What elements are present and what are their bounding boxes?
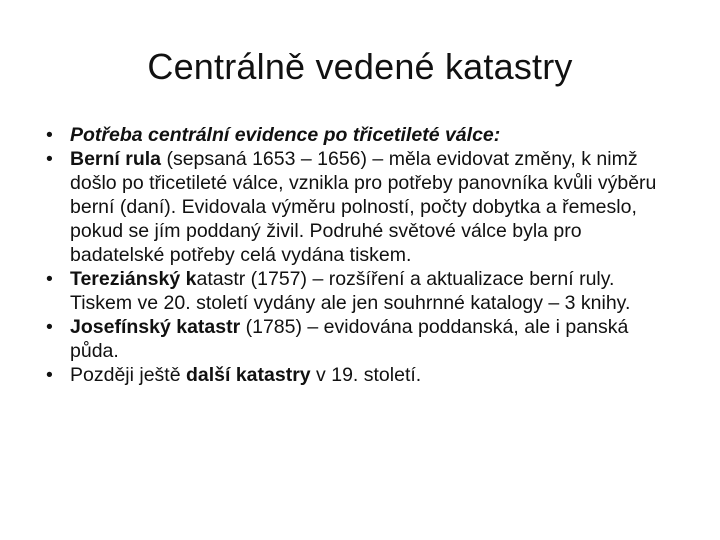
bullet-item-2 (46, 147, 666, 267)
bullet-item-4 (46, 315, 666, 363)
bullet-2-bold-term: Berní rula (70, 148, 162, 170)
bullet-item-5 (46, 363, 666, 387)
bullet-item-1 (46, 123, 666, 147)
bullet-5-bold-term: další katastry (185, 364, 311, 386)
bullet-3-bold-term: Tereziánský k (70, 268, 197, 290)
bullet-5-prefix: Později ještě (70, 364, 186, 386)
bullet-1-heading: Potřeba centrální evidence po třicetileté válce: (70, 124, 501, 146)
bullet-2-text: (sepsaná 1653 – 1656) – měla evidovat změny, k nimž došlo po třicetileté válce, vznikla pro potřeby panovníka kvůli výběru berní (daní). Evidovala výměru polností, počty dobytka a řemeslo, pokud se jím poddaný živil. Podruhé světové válce byla pro badatelské potřeby celá vydána tiskem. (70, 148, 657, 266)
bullet-4-text: (1785) – evidována poddanská, ale i panská půda. (70, 316, 629, 362)
slide-title: Centrálně vedené katastry (147, 46, 573, 87)
bullet-item-3 (46, 267, 666, 315)
bullet-4-bold-term: Josefínský katastr (70, 316, 241, 338)
bullet-list (46, 123, 666, 387)
bullet-3-text: atastr (1757) – rozšíření a aktualizace berní ruly. Tiskem ve 20. století vydány ale jen souhrnné katalogy – 3 knihy. (70, 268, 631, 314)
bullet-5-text: v 19. století. (310, 364, 422, 386)
